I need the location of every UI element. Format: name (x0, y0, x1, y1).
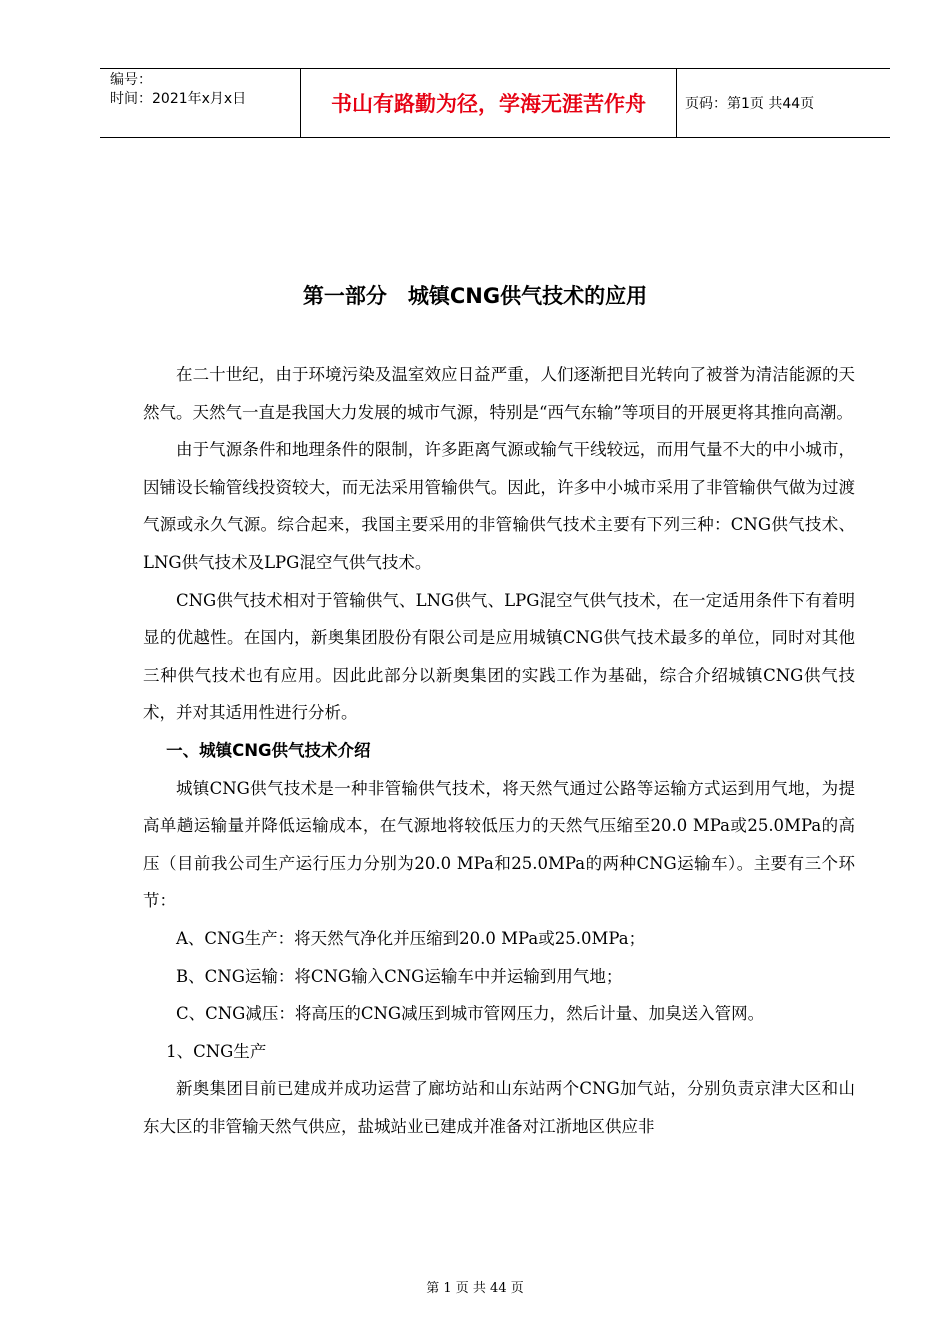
paragraph: 在二十世纪，由于环境污染及温室效应日益严重，人们逐渐把目光转向了被誉为清洁能源的天然气。天然气一直是我国大力发展的城市气源，特别是“西气东输”等项目的开展更将其推向高潮。 (143, 365, 855, 422)
subsection-heading: 一、城镇CNG供气技术介绍 (166, 740, 371, 760)
paragraph: CNG供气技术相对于管输供气、LNG供气、LPG混空气供气技术，在一定适用条件下有着明显的优越性。在国内，新奥集团股份有限公司是应用城镇CNG供气技术最多的单位，同时对其他三种供气技术也有应用。因此此部分以新奥集团的实践工作为基础，综合介绍城镇CNG供气技术，并对其适用性进行分析。 (143, 590, 855, 723)
page-footer: 第 1 页 共 44 页 (426, 1281, 524, 1296)
document-header-table (100, 68, 890, 138)
list-item: A、CNG生产：将天然气净化并压缩到20.0 MPa或25.0MPa； (176, 928, 646, 948)
time-label: 时间：2021年x月x日 (110, 91, 247, 107)
body-text (143, 356, 855, 1145)
section-title: 第一部分 城镇CNG供气技术的应用 (302, 284, 648, 308)
page-label: 页码：第1页 共44页 (685, 96, 815, 112)
motto-text: 书山有路勤为径，学海无涯苦作舟 (331, 92, 646, 116)
list-item: B、CNG运输：将CNG输入CNG运输车中并运输到用气地； (176, 966, 623, 986)
motto-cell (301, 69, 677, 137)
number-label: 编号： (110, 72, 152, 88)
paragraph: 城镇CNG供气技术是一种非管输供气技术，将天然气通过公路等运输方式运到用气地，为提高单趟运输量并降低运输成本，在气源地将较低压力的天然气压缩至20.0 MPa或25.0MPa的高压（目前我公司生产运行压力分别为20.0 MPa和25.0MPa的两种CNG运输车）。主要有三个环节： (143, 778, 855, 911)
paragraph: 新奥集团目前已建成并成功运营了廊坊站和山东站两个CNG加气站，分别负责京津大区和山东大区的非管输天然气供应，盐城站业已建成并准备对江浙地区供应非 (143, 1079, 855, 1136)
header-meta-cell (100, 69, 301, 137)
paragraph: 由于气源条件和地理条件的限制，许多距离气源或输气干线较远，而用气量不大的中小城市，因铺设长输管线投资较大，而无法采用管输供气。因此，许多中小城市采用了非管输供气做为过渡气源或永久气源。综合起来，我国主要采用的非管输供气技术主要有下列三种：CNG供气技术、LNG供气技术及LPG混空气供气技术。 (143, 440, 855, 572)
page-number-cell (677, 69, 890, 137)
list-item: C、CNG减压：将高压的CNG减压到城市管网压力，然后计量、加臭送入管网。 (176, 1004, 765, 1024)
sub-heading: 1、CNG生产 (166, 1041, 267, 1061)
